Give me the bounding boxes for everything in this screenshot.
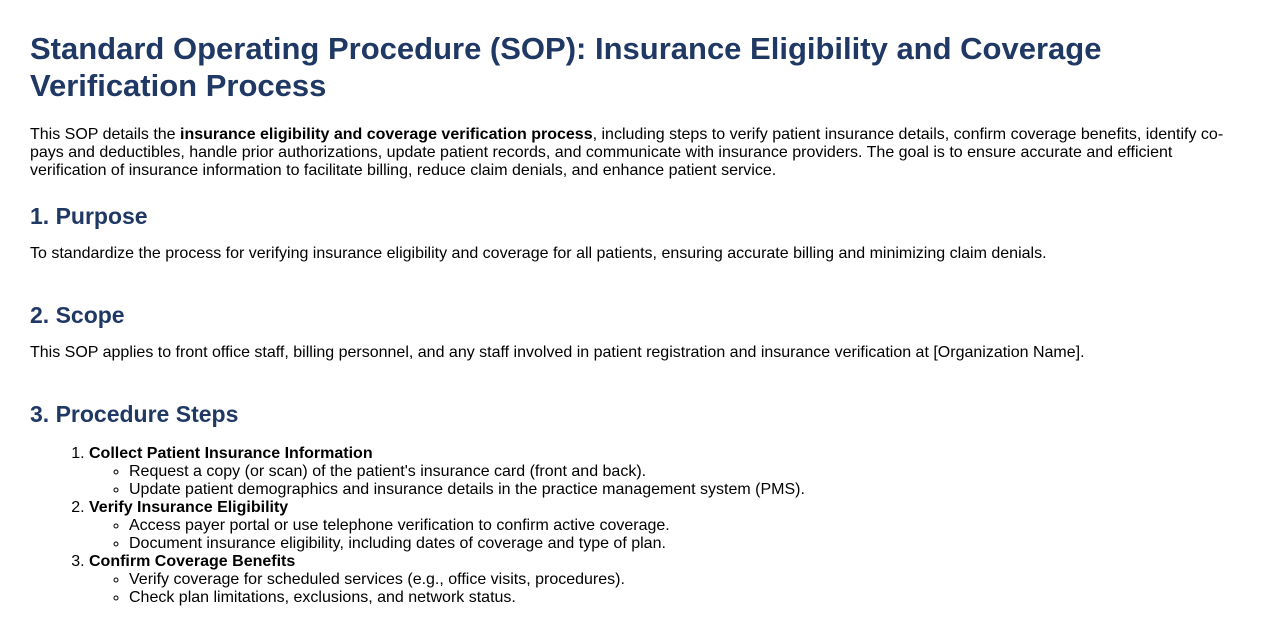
substep-item: ◦ Update patient demographics and insurance details in the practice management system (PMS). (129, 481, 1233, 499)
substep-item: ◦ Verify coverage for scheduled services (e.g., office visits, procedures). (129, 571, 1233, 589)
scope-text: This SOP applies to front office staff, billing personnel, and any staff involved in patient registration and insurance verification at [Organization Name]. (30, 344, 1085, 361)
step-title: Confirm Coverage Benefits (89, 553, 296, 570)
procedure-heading: 3. Procedure Steps (30, 401, 239, 427)
step-item (89, 499, 1233, 553)
substep-item: ◦ Document insurance eligibility, including dates of coverage and type of plan. (129, 535, 1233, 553)
purpose-text: To standardize the process for verifying insurance eligibility and coverage for all patients, ensuring accurate billing and minimizing claim denials. (30, 245, 1047, 262)
document (0, 30, 1263, 607)
step-substeps (89, 463, 1233, 499)
step-item (89, 445, 1233, 499)
substep-item: ◦ Access payer portal or use telephone verification to confirm active coverage. (129, 517, 1233, 535)
intro-text-before: This SOP details the (30, 126, 180, 143)
substep-item: ◦ Check plan limitations, exclusions, and network status. (129, 589, 1233, 607)
step-title: Verify Insurance Eligibility (89, 499, 289, 516)
substep-item: ◦ Request a copy (or scan) of the patient's insurance card (front and back). (129, 463, 1233, 481)
page-title: Standard Operating Procedure (SOP): Insurance Eligibility and Coverage Verification Process (30, 31, 1102, 103)
scope-heading: 2. Scope (30, 302, 125, 328)
procedure-steps-list (30, 445, 1233, 607)
step-title: Collect Patient Insurance Information (89, 445, 373, 462)
step-substeps (89, 517, 1233, 553)
purpose-heading: 1. Purpose (30, 203, 148, 229)
intro-text-after: , including steps to verify patient insurance details, confirm coverage benefits, identify co-pays and deductibles, handle prior authorizations, update patient records, and communicate with insurance providers. The goal is to ensure accurate and efficient verification of insurance information to facilitate billing, reduce claim denials, and enhance patient service. (30, 126, 1224, 179)
step-item (89, 553, 1233, 607)
step-substeps (89, 571, 1233, 607)
intro-text-bold: insurance eligibility and coverage verification process (180, 126, 593, 143)
intro-paragraph (30, 126, 1233, 180)
